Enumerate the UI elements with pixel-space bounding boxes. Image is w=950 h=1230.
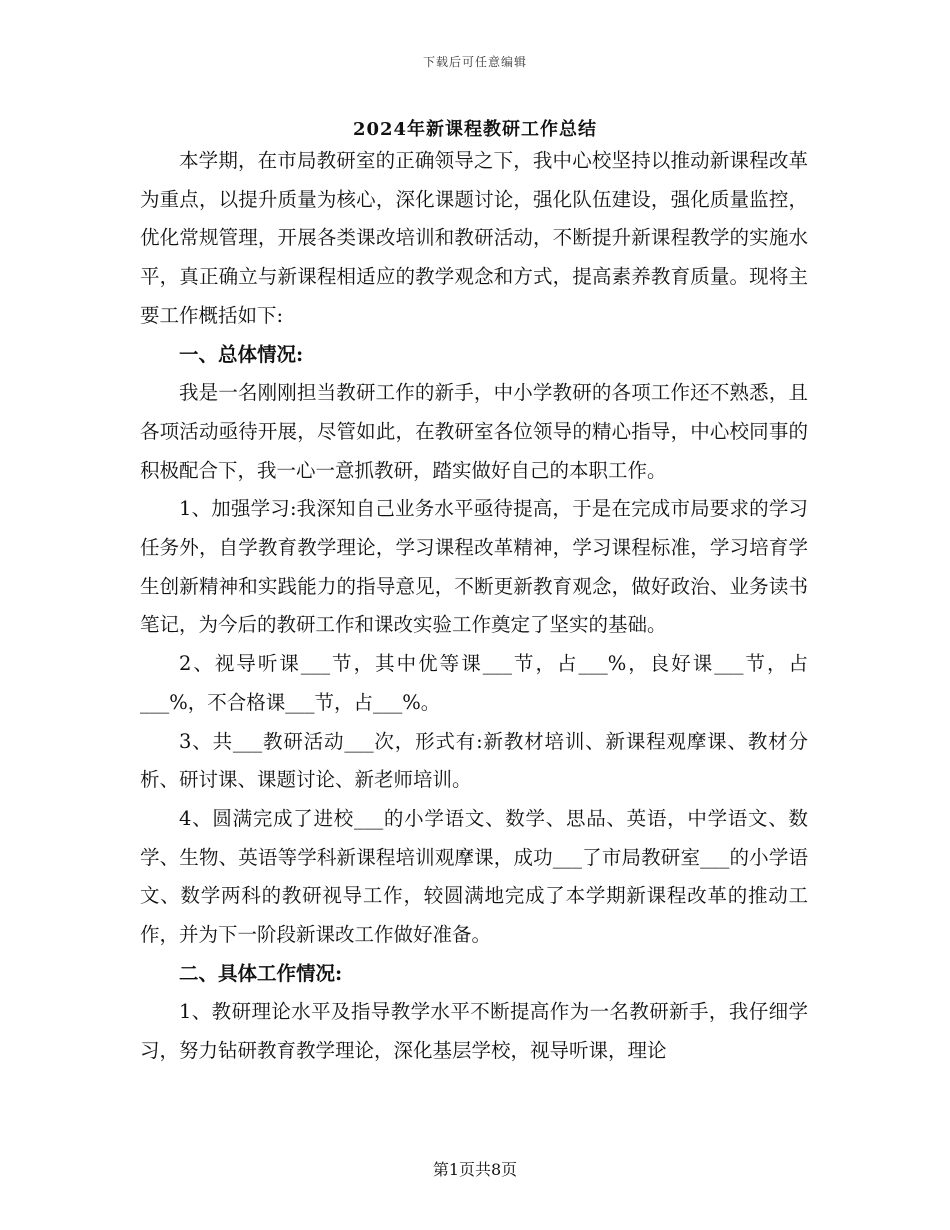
section-heading-details: 二、具体工作情况:	[179, 961, 343, 985]
paragraph-item-4: 4、圆满完成了进校___的小学语文、数学、思品、英语，中学语文、数学、生物、英语等学科新课程培训观摩课，成功___了市局教研室___的小学语文、数学两科的教研视导工作，较圆满地完成了本学期新课程改革的推动工作，并为下一阶段新课改工作做好准备。	[140, 806, 808, 947]
paragraph-item-3: 3、共___教研活动___次，形式有:新教材培训、新课程观摩课、教材分析、研讨课、课题讨论、新老师培训。	[140, 729, 808, 792]
document-title: 2024年新课程教研工作总结	[352, 119, 598, 140]
page-number: 第1页共8页	[432, 1160, 518, 1179]
header-note: 下载后可任意编辑	[422, 55, 527, 69]
document-body	[140, 142, 808, 1071]
paragraph-overview: 我是一名刚刚担当教研工作的新手，中小学教研的各项工作还不熟悉，且各项活动亟待开展，尽管如此，在教研室各位领导的精心指导，中心校同事的积极配合下，我一心一意抓教研，踏实做好自己的本职工作。	[140, 381, 808, 482]
paragraph-item-1: 1、加强学习:我深知自己业务水平亟待提高，于是在完成市局要求的学习任务外，自学教育教学理论，学习课程改革精神，学习课程标准，学习培育学生创新精神和实践能力的指导意见，不断更新教育观念，做好政治、业务读书笔记，为今后的教研工作和课改实验工作奠定了坚实的基础。	[140, 497, 808, 637]
section-heading-overview: 一、总体情况:	[179, 342, 304, 366]
paragraph-item-2: 2、视导听课___节，其中优等课___节，占___%，良好课___节，占___%，不合格课___节，占___%。	[140, 652, 808, 714]
paragraph-intro: 本学期，在市局教研室的正确领导之下，我中心校坚持以推动新课程改革为重点，以提升质量为核心，深化课题讨论，强化队伍建设，强化质量监控，优化常规管理，开展各类课改培训和教研活动，不断提升新课程教学的实施水平，真正确立与新课程相适应的教学观念和方式，提高素养教育质量。现将主要工作概括如下:	[140, 149, 808, 327]
paragraph-detail-1: 1、教研理论水平及指导教学水平不断提高作为一名教研新手，我仔细学习，努力钻研教育教学理论，深化基层学校，视导听课，理论	[140, 1000, 808, 1063]
